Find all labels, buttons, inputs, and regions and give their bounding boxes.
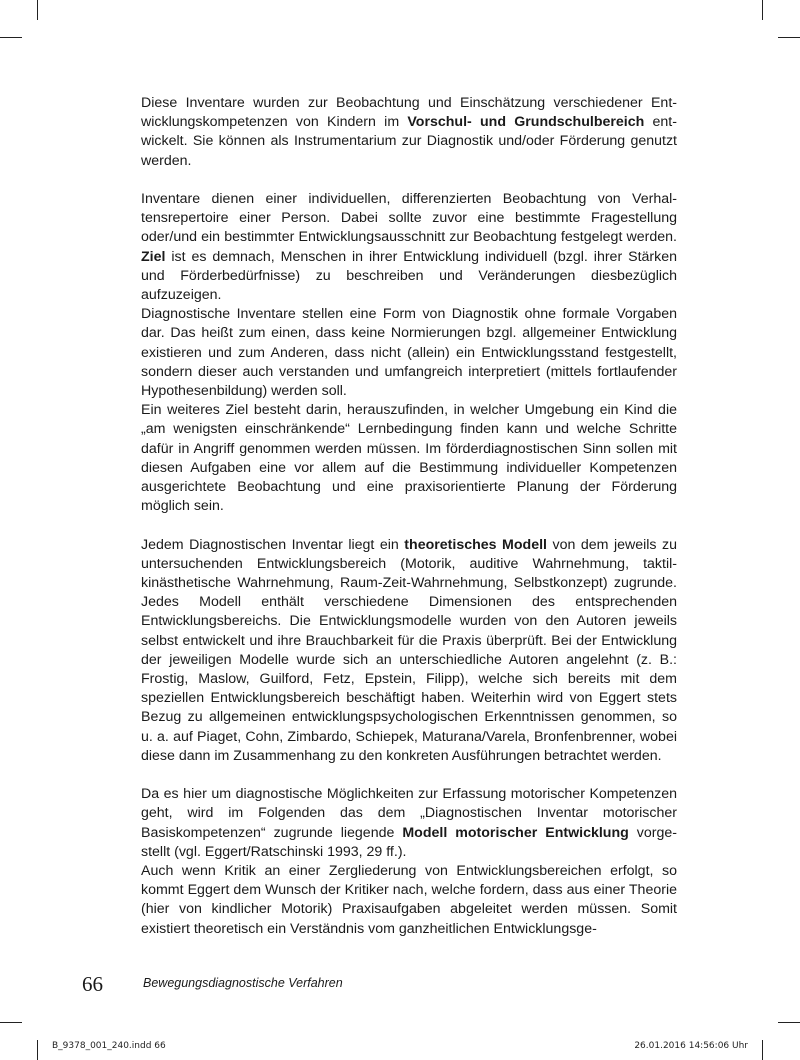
crop-mark (37, 0, 38, 20)
crop-mark (0, 1022, 22, 1023)
text-run: entwickelt. Sie können als Instrumentarium zur Diagnostik und/oder Förderung genutzt werden. (141, 114, 677, 169)
text-run: Diese Inventare wurden zur Beobachtung und Einschätzung verschiedener Entwicklungskompetenzen von Kindern im (141, 95, 677, 131)
crop-mark (762, 0, 763, 20)
page-number: 66 (82, 972, 103, 996)
body-paragraph (141, 401, 677, 516)
bold-term: theoretisches Modell (404, 536, 547, 553)
body-paragraph (141, 862, 677, 939)
text-run: Jedem Diagnostischen Inventar liegt ein (141, 536, 405, 553)
crop-mark (37, 1040, 38, 1060)
text-run: Ein weiteres Ziel besteht darin, herauszufinden, in welcher Umgebung ein Kind die „am wenigsten einschränkende“ Lernbedingung finden kann und welche Schritte dafür in Angriff genommen werden müssen. Im förderdiagnostischen Sinn sollen mit diesen Aufgaben eine vor allem auf die Bestimmung individueller Kompetenzen ausgerichtete Beobachtung und eine praxisorientierte Planung der Förderung möglich sein. (141, 402, 677, 515)
running-footer-title: Bewegungsdiagnostische Verfahren (143, 976, 343, 990)
body-paragraph (141, 536, 677, 766)
text-run: vorgestellt (vgl. Eggert/Ratschinski 1993, 29 ff.). (141, 824, 678, 860)
crop-mark (778, 1022, 800, 1023)
crop-mark (778, 37, 800, 38)
body-paragraph (141, 785, 677, 862)
bold-term: Ziel (141, 248, 166, 265)
text-run: Inventare dienen einer individuellen, differenzierten Beobachtung von Verhaltensrepertoire einer Person. Dabei sollte zuvor eine bestimmte Fragestellung oder/und ein bestimmter Entwicklungsausschnitt zur Beobachtung festgelegt werden. (141, 191, 677, 246)
print-slug-filename: B_9378_001_240.indd 66 (52, 1041, 166, 1051)
crop-mark (762, 1040, 763, 1060)
bold-term: Vorschul- und Grundschulbereich (407, 114, 645, 131)
body-text (141, 94, 677, 939)
body-paragraph (141, 305, 677, 401)
text-run: ist es demnach, Menschen in ihrer Entwicklung individuell (bzgl. ihrer Stärken und Förderbedürfnisse) zu beschreiben und Veränderungen diesbezüglich aufzuzeigen. (141, 248, 677, 304)
crop-mark (0, 37, 22, 38)
body-paragraph (141, 190, 677, 305)
text-run: Diagnostische Inventare stellen eine Form von Diagnostik ohne formale Vorgaben dar. Das heißt zum einen, dass keine Normierungen bzgl. allgemeiner Entwicklung existieren und zum Anderen, dass nicht (allein) ein Entwicklungsstand festgestellt, sondern dieser auch verstanden und umfangreich interpretiert (mittels fortlaufender Hypothesenbildung) werden soll. (141, 306, 677, 400)
bold-term: Modell motorischer Entwicklung (402, 824, 629, 841)
body-paragraph (141, 94, 677, 171)
text-run: von dem jeweils zu untersuchenden Entwicklungsbereich (Motorik, auditive Wahrnehmung, taktil-kinästhetische Wahrnehmung, Raum-Zeit-Wahrnehmung, Selbstkonzept) zugrunde. Jedes Modell enthält verschiedene Dimensionen des entsprechenden Entwicklungsbereichs. Die Entwicklungsmodelle wurden von den Autoren jeweils selbst entwickelt und ihre Brauchbarkeit für die Praxis überprüft. Bei der Entwicklung der jeweiligen Modelle wurde sich an unterschiedliche Autoren angelehnt (z. B.: Frostig, Maslow, Guilford, Fetz, Epstein, Filipp), welche sich bereits mit dem speziellen Entwicklungsbereich beschäftigt haben. Weiterhin wird von Eggert stets Bezug zu allgemeinen entwicklungspsychologischen Erkenntnissen genommen, so u. a. auf Piaget, Cohn, Zimbardo, Schiepek, Maturana/Varela, Bronfenbrenner, wobei diese dann im Zusammenhang zu den konkreten Ausführungen betrachtet werden. (141, 536, 677, 764)
text-run: Auch wenn Kritik an einer Zergliederung von Entwicklungsbereichen erfolgt, so kommt Eggert dem Wunsch der Kritiker nach, welche fordern, dass aus einer Theorie (hier von kindlicher Motorik) Praxisaufgaben abgeleitet werden müssen. Somit existiert theoretisch ein Verständnis vom ganzheitlichen Entwicklungsge- (141, 863, 677, 937)
print-slug-timestamp: 26.01.2016 14:56:06 Uhr (634, 1041, 748, 1051)
text-run: Da es hier um diagnostische Möglichkeiten zur Erfassung motorischer Kompetenzen geht, wird im Folgenden das dem „Diagnostischen Inventar motorischer Basiskompetenzen“ zugrunde liegende (141, 786, 677, 841)
